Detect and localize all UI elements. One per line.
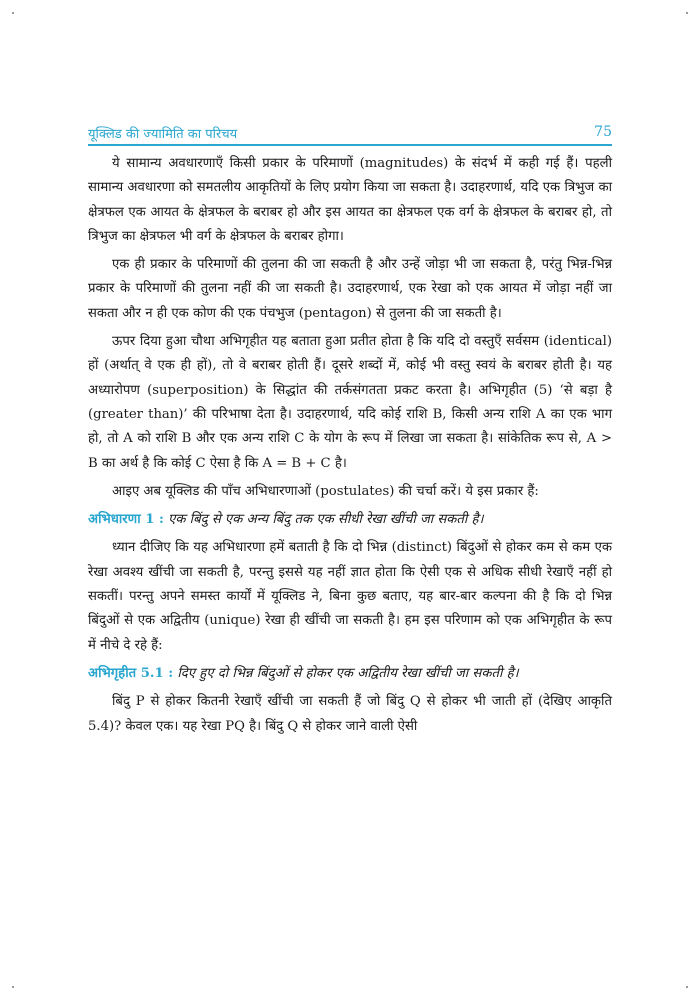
chapter-title: यूक्लिड की ज्यामिति का परिचय: [88, 127, 238, 142]
axiom-5-1-label: अभिगृहीत 5.1 :: [88, 665, 174, 681]
paragraph-common-notions: ये सामान्य अवधारणाएँ किसी प्रकार के परिमाणों (magnitudes) के संदर्भ में कही गई हैं। पहली सामान्य अवधारणा को समतलीय आकृतियों के लिए प्रयोग किया जा सकता है। उदाहरणार्थ, यदि एक त्रिभुज का क्षेत्रफल एक आयत के क्षेत्रफल के बराबर हो और इस आयत का क्षेत्रफल एक वर्ग के क्षेत्रफल के बराबर हो, तो त्रिभुज का क्षेत्रफल भी वर्ग के क्षेत्रफल के बराबर होगा।: [88, 156, 612, 244]
paragraph-postulate-1-note: ध्यान दीजिए कि यह अभिधारणा हमें बताती है कि दो भिन्न (distinct) बिंदुओं से होकर कम से कम एक रेखा अवश्य खींची जा सकती है, परन्तु इससे यह नहीं ज्ञात होता कि ऐसी एक से अधिक सीधी रेखाएँ नहीं हो सकतीं। परन्तु अपने समस्त कार्यों में यूक्लिड ने, बिना कुछ बताए, यह बार-बार कल्पना की है कि दो भिन्न बिंदुओं से एक अद्वितीय (unique) रेखा ही खींची जा सकती है। हम इस परिणाम को एक अभिगृहीत के रूप में नीचे दे रहे हैं:: [88, 540, 612, 653]
page-header: [88, 124, 612, 148]
crop-mark-top-right: [686, 12, 688, 14]
page-body: [88, 152, 612, 743]
paragraph-lines-through-p: बिंदु P से होकर कितनी रेखाएँ खींची जा सकती हैं जो बिंदु Q से होकर भी जाती हों (देखिए आकृति 5.4)? केवल एक। यह रेखा PQ है। बिंदु Q से होकर जाने वाली ऐसी: [88, 694, 612, 734]
header-rule: [88, 144, 612, 146]
crop-mark-bottom-left: [12, 986, 14, 988]
axiom-5-1: [88, 662, 612, 686]
axiom-5-1-text: दिए हुए दो भिन्न बिंदुओं से होकर एक अद्वितीय रेखा खींची जा सकती है।: [177, 665, 519, 681]
crop-mark-bottom-right: [686, 986, 688, 988]
postulate-1: [88, 508, 612, 532]
postulate-1-text: एक बिंदु से एक अन्य बिंदु तक एक सीधी रेखा खींची जा सकती है।: [168, 512, 484, 528]
paragraph-magnitudes: एक ही प्रकार के परिमाणों की तुलना की जा सकती है और उन्हें जोड़ा भी जा सकता है, परंतु भिन्न-भिन्न प्रकार के परिमाणों की तुलना नहीं की जा सकती है। उदाहरणार्थ, एक रेखा को एक आयत में जोड़ा नहीं जा सकता और न ही एक कोण की एक पंचभुज (pentagon) से तुलना की जा सकती है।: [88, 257, 612, 321]
paragraph-fourth-axiom: ऊपर दिया हुआ चौथा अभिगृहीत यह बताता हुआ प्रतीत होता है कि यदि दो वस्तुएँ सर्वसम (identical) हों (अर्थात् वे एक ही हों), तो वे बराबर होती हैं। दूसरे शब्दों में, कोई भी वस्तु स्वयं के बराबर होती है। यह अध्यारोपण (superposition) के सिद्धांत की तर्कसंगतता प्रकट करता है। अभिगृहीत (5) ‘से बड़ा है (greater than)’ की परिभाषा देता है। उदाहरणार्थ, यदि कोई राशि B, किसी अन्य राशि A का एक भाग हो, तो A को राशि B और एक अन्य राशि C के योग के रूप में लिखा जा सकता है। सांकेतिक रूप से, A > B का अर्थ है कि कोई C ऐसा है कि A = B + C है।: [88, 334, 612, 471]
page-number: 75: [594, 124, 612, 140]
crop-mark-top-left: [12, 12, 14, 14]
postulate-1-label: अभिधारणा 1 :: [88, 512, 164, 528]
paragraph-postulates-intro: आइए अब यूक्लिड की पाँच अभिधारणाओं (postulates) की चर्चा करें। ये इस प्रकार हैं:: [112, 483, 539, 499]
